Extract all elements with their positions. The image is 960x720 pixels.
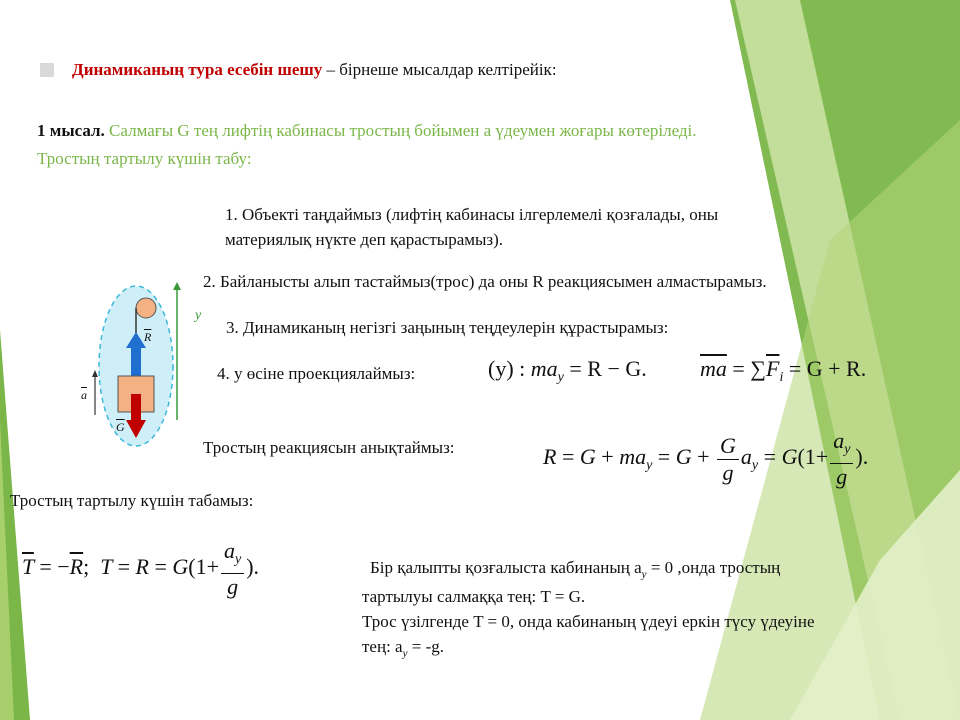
reaction-equation: $R = G + ma_y = G$ + $\frac{G}{g}$ $a_y = G(1+$ $\frac{a_y}{g}$ ).: [543, 428, 869, 489]
note-1: Бір қалыпты қозғалыста кабинаның $a_y = 0$ ,онда тростың: [370, 558, 781, 581]
example-text-1: Салмағы G тең лифтің кабинасы тростың бойымен a үдеумен жоғары көтеріледі.: [109, 121, 697, 140]
step-4: 4. у өсіне проекциялаймыз:: [217, 364, 416, 383]
figure-label-y: y: [195, 308, 202, 323]
note-2: тартылуы салмаққа тең: T = G.: [362, 587, 586, 606]
newton-law-equation: $\overline{ma} = \sum\overline{F}_i = G + R$.: [700, 356, 867, 385]
projection-equation: (y) : $ma_y = R - G$.: [488, 356, 647, 385]
step-2: 2. Байланысты алып тастаймыз(трос) да оны R реакциясымен алмастырамыз.: [203, 272, 767, 291]
note-4: тең: $a_y = -g$.: [362, 637, 444, 660]
bullet-square: [40, 63, 54, 77]
tension-equation: $\overline{T} = -\overline{R}$; T = R = G(1+ $\frac{a_y}{g}$ ).: [22, 538, 260, 599]
example-line-1: [37, 119, 697, 143]
step-3: 3. Динамиканың негізгі заңының теңдеулерін құрастырамыз:: [226, 318, 669, 337]
lift-diagram: [70, 280, 200, 455]
example-text-2: Тростың тартылу күшін табу:: [37, 149, 252, 168]
example-label: 1 мысал.: [37, 121, 105, 140]
step-1b: материялық нүкте деп қарастырамыз).: [225, 230, 504, 249]
page-heading: [72, 58, 557, 82]
step-1a: 1. Объекті таңдаймыз (лифтің кабинасы ілгерлемелі қозғалады, оны: [225, 205, 719, 224]
y-axis-arrowhead: [173, 282, 181, 290]
figure-label-a: $\overline{a}$: [81, 388, 87, 402]
acceleration-arrowhead: [92, 370, 98, 377]
pulley-circle: [136, 298, 156, 318]
figure-label-G: $\overline{G}$: [116, 420, 125, 434]
tension-label: Тростың тартылу күшін табамыз:: [10, 491, 254, 510]
heading-rest: – бірнеше мысалдар келтірейік:: [322, 60, 557, 79]
reaction-label: Тростың реакциясын анықтаймыз:: [203, 438, 455, 457]
heading-bold: Динамиканың тура есебін шешу: [72, 60, 323, 79]
note-3: Трос үзілгенде T = 0, онда кабинаның үдеуі еркін түсу үдеуіне: [362, 612, 815, 631]
figure-label-R: $\overline{R}$: [144, 330, 152, 344]
